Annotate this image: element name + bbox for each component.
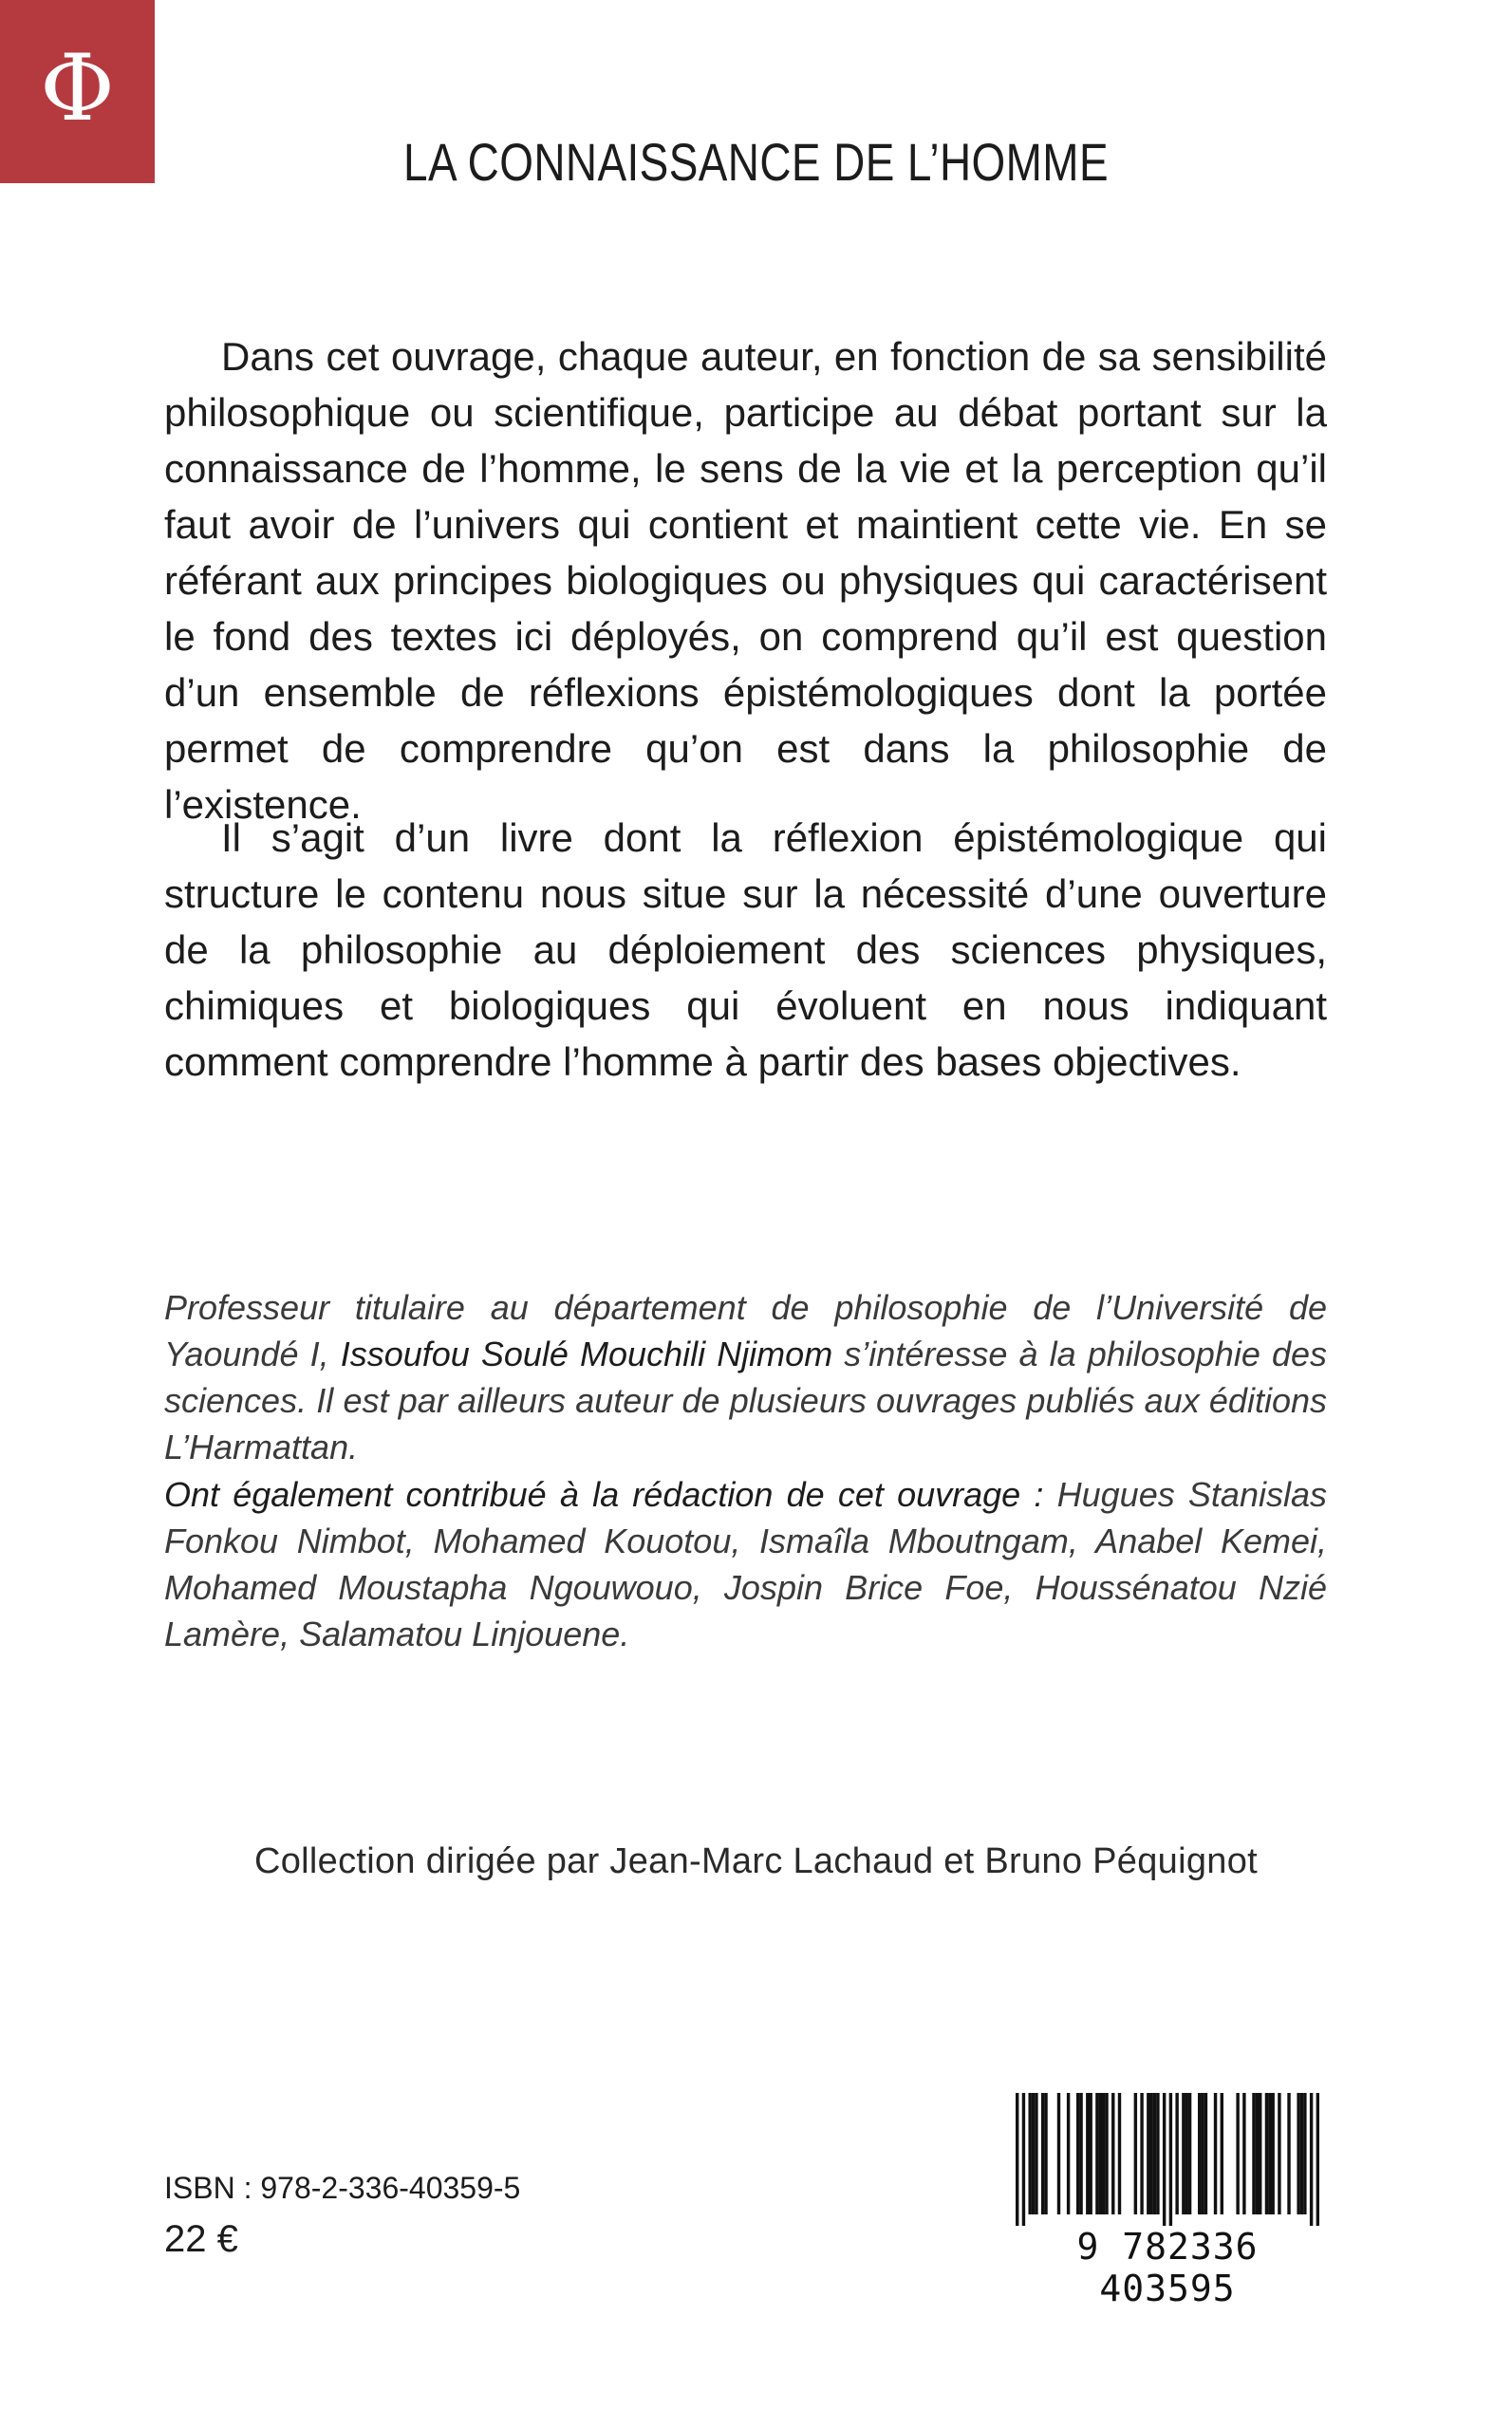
barcode-bar xyxy=(1268,2093,1271,2214)
barcode-bar xyxy=(1297,2093,1299,2214)
barcode-bar xyxy=(1057,2093,1060,2214)
barcode-bar xyxy=(1044,2093,1047,2214)
barcode-bar xyxy=(1102,2093,1105,2214)
barcode-bar xyxy=(1204,2093,1207,2214)
barcode-bar xyxy=(1278,2093,1280,2214)
barcode-bar xyxy=(1188,2093,1191,2214)
barcode-bar xyxy=(1185,2093,1188,2214)
publisher-logo xyxy=(0,0,155,183)
barcode-bar xyxy=(1300,2093,1303,2214)
barcode-bar xyxy=(1035,2093,1037,2214)
barcode-bar xyxy=(1041,2093,1044,2214)
barcode-bar xyxy=(1175,2093,1178,2214)
bio-rest: s’intéresse à la philosophie des sciences. Il est par ailleurs auteur de plusieurs ouvrages publiés aux éditions L’Harmattan. xyxy=(164,1335,1327,1466)
barcode-bars xyxy=(1016,2093,1319,2226)
barcode-bar xyxy=(1140,2093,1143,2214)
barcode-bar xyxy=(1067,2093,1070,2214)
barcode-bar xyxy=(1022,2093,1025,2226)
barcode-bar xyxy=(1095,2093,1098,2214)
barcode-bar xyxy=(1147,2093,1149,2214)
barcode-bar xyxy=(1086,2093,1089,2214)
summary-paragraph-1 xyxy=(164,328,1327,832)
contributors-names: Hugues Stanislas Fonkou Nimbot, Mohamed Kouotou, Ismaîla Mboutngam, Anabel Kemei, Mohamed Moustapha Ngouwouo, Jospin Brice Foe, Houssénatou Nzié Lamère, Salamatou Linjouene. xyxy=(164,1475,1327,1653)
author-name: Issoufou Soulé Mouchili Njimom xyxy=(340,1335,833,1373)
barcode-bar xyxy=(1259,2093,1261,2214)
barcode-bar xyxy=(1271,2093,1274,2214)
barcode-bar xyxy=(1236,2093,1239,2214)
barcode-bar xyxy=(1163,2093,1166,2226)
barcode-bar xyxy=(1198,2093,1201,2214)
barcode-digits: 9 782336 403595 xyxy=(1076,2226,1259,2309)
phi-logo-icon: Φ xyxy=(40,34,115,141)
barcode-bar xyxy=(1316,2093,1319,2226)
book-title: LA CONNAISSANCE DE L’HOMME xyxy=(403,132,1110,192)
barcode-bar xyxy=(1111,2093,1114,2214)
barcode xyxy=(1006,2083,1329,2309)
barcode-bar xyxy=(1028,2093,1031,2214)
barcode-bar xyxy=(1153,2093,1156,2214)
barcode-bar xyxy=(1287,2093,1290,2214)
summary-text-1: Dans cet ouvrage, chaque auteur, en fonction de sa sensibilité philosophique ou scientifique, participe au débat portant sur la connaissance de l’homme, le sens de la vie et la perception qu’il faut avoir de l’univers qui contient et maintient cette vie. En se référant aux principes biologiques ou physiques qui caractérisent le fond des textes ici déployés, on comprend qu’il est question d’un ensemble de réflexions épistémologiques dont la portée permet de comprendre qu’on est dans la philosophie de l’existence. xyxy=(164,334,1327,827)
barcode-bar xyxy=(1242,2093,1245,2214)
collection-credit: Collection dirigée par Jean-Marc Lachaud et Bruno Péquignot xyxy=(253,1841,1258,1881)
summary-paragraph-2 xyxy=(164,810,1327,1090)
isbn-label: ISBN : 978-2-336-40359-5 xyxy=(164,2171,521,2205)
barcode-bar xyxy=(1252,2093,1255,2214)
contributors-block xyxy=(164,1471,1327,1657)
barcode-bar xyxy=(1265,2093,1268,2214)
barcode-bar xyxy=(1149,2093,1152,2214)
barcode-bar xyxy=(1201,2093,1204,2214)
barcode-bar xyxy=(1105,2093,1108,2214)
barcode-bar xyxy=(1118,2093,1121,2214)
barcode-bar xyxy=(1303,2093,1306,2214)
author-bio xyxy=(164,1284,1327,1470)
barcode-bar xyxy=(1214,2093,1217,2214)
barcode-bar xyxy=(1256,2093,1259,2214)
barcode-bar xyxy=(1089,2093,1092,2214)
barcode-bar xyxy=(1134,2093,1137,2214)
barcode-bar xyxy=(1310,2093,1313,2226)
barcode-bar xyxy=(1182,2093,1185,2214)
barcode-bar xyxy=(1032,2093,1035,2214)
barcode-bar xyxy=(1079,2093,1082,2214)
barcode-bar xyxy=(1221,2093,1223,2214)
barcode-bar xyxy=(1076,2093,1079,2214)
barcode-bar xyxy=(1016,2093,1018,2226)
barcode-bar xyxy=(1169,2093,1172,2226)
bio-intro: Professeur titulaire au département de philosophie de l’Université de Yaoundé I, xyxy=(164,1288,1327,1373)
barcode-bar xyxy=(1099,2093,1102,2214)
summary-text-2: Il s’agit d’un livre dont la réflexion épistémologique qui structure le contenu nous situe sur la nécessité d’une ouverture de la philosophie au déploiement des sciences physiques, chimiques et biologiques qui évoluent en nous indiquant comment comprendre l’homme à partir des bases objectives. xyxy=(164,815,1327,1084)
contributors-lead: Ont également contribué à la rédaction de cet ouvrage : xyxy=(164,1475,1044,1514)
barcode-bar xyxy=(1156,2093,1159,2214)
price-label: 22 € xyxy=(164,2218,238,2260)
